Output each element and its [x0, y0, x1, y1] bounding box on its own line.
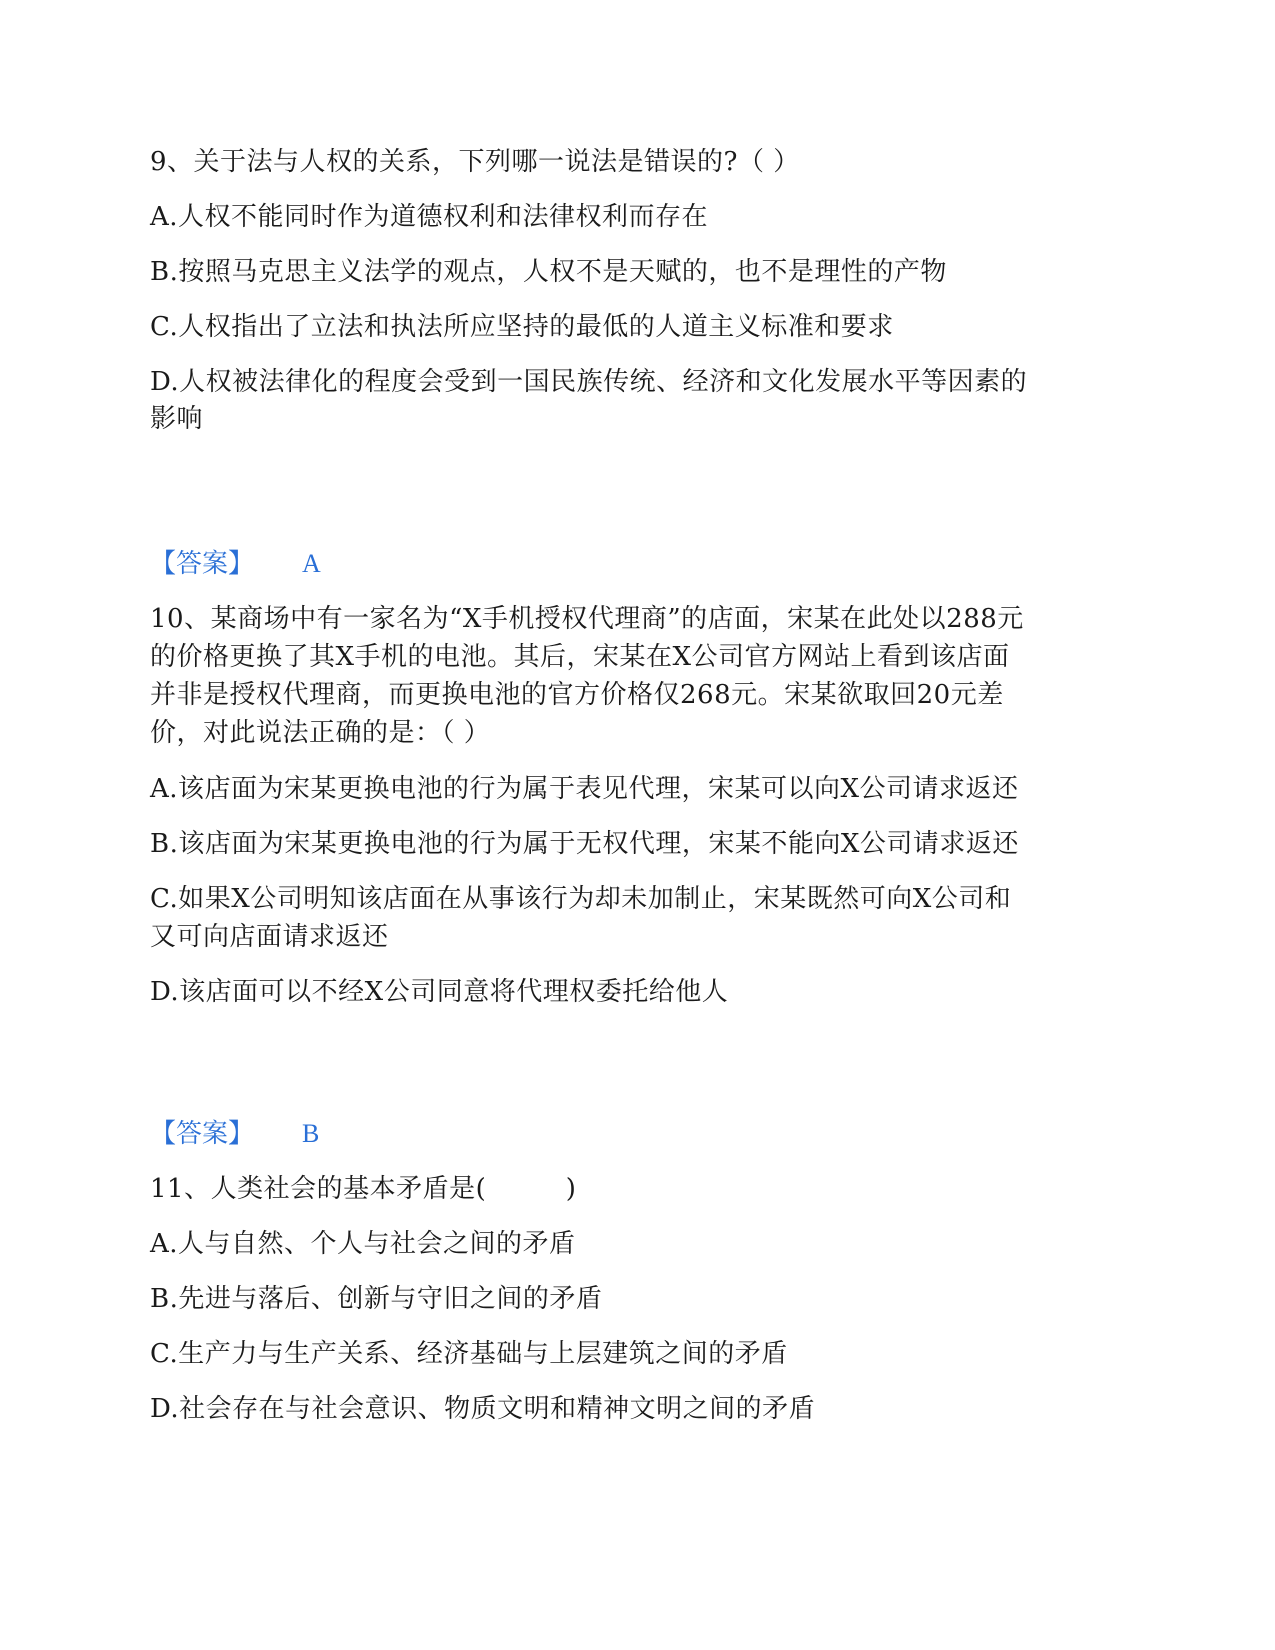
- question-11-option-d: D.社会存在与社会意识、物质文明和精神文明之间的矛盾: [150, 1394, 816, 1424]
- answer-label: 【答案】: [150, 1119, 255, 1149]
- question-9-option-c: C.人权指出了立法和执法所应坚持的最低的人道主义标准和要求: [150, 312, 894, 342]
- question-11-stem: 11、人类社会的基本矛盾是( ): [150, 1174, 577, 1204]
- answer-value: B: [302, 1119, 320, 1148]
- answer-label: 【答案】: [150, 549, 255, 579]
- question-10-stem-line-3: 并非是授权代理商，而更换电池的官方价格仅268元。宋某欲取回20元差: [150, 680, 1004, 710]
- question-9-option-a: A.人权不能同时作为道德权利和法律权利而存在: [150, 202, 709, 232]
- question-10-option-b: B.该店面为宋某更换电池的行为属于无权代理，宋某不能向X公司请求返还: [150, 829, 1019, 859]
- question-9-option-b: B.按照马克思主义法学的观点，人权不是天赋的，也不是理性的产物: [150, 257, 947, 287]
- question-11-option-c: C.生产力与生产关系、经济基础与上层建筑之间的矛盾: [150, 1339, 788, 1369]
- question-9-option-d-cont: 影响: [150, 404, 204, 434]
- question-11-option-a: A.人与自然、个人与社会之间的矛盾: [150, 1229, 576, 1259]
- question-10-answer: [150, 1115, 319, 1153]
- question-10-stem-line-2: 的价格更换了其X手机的电池。其后，宋某在X公司官方网站上看到该店面: [150, 642, 1010, 672]
- question-9-option-d: D.人权被法律化的程度会受到一国民族传统、经济和文化发展水平等因素的: [150, 367, 1028, 397]
- question-10-stem-line-4: 价，对此说法正确的是：（ ）: [150, 718, 491, 748]
- question-9-answer: [150, 545, 321, 583]
- question-9-stem: 9、关于法与人权的关系，下列哪一说法是错误的?（ ）: [150, 147, 800, 177]
- question-10-stem-line-1: 10、某商场中有一家名为“X手机授权代理商”的店面，宋某在此处以288元: [150, 604, 1024, 634]
- question-10-option-c-cont: 又可向店面请求返还: [150, 922, 389, 952]
- question-10-option-a: A.该店面为宋某更换电池的行为属于表见代理，宋某可以向X公司请求返还: [150, 774, 1019, 804]
- question-10-option-d: D.该店面可以不经X公司同意将代理权委托给他人: [150, 977, 729, 1007]
- question-10-option-c: C.如果X公司明知该店面在从事该行为却未加制止，宋某既然可向X公司和: [150, 884, 1012, 914]
- answer-value: A: [302, 549, 321, 578]
- question-11-option-b: B.先进与落后、创新与守旧之间的矛盾: [150, 1284, 603, 1314]
